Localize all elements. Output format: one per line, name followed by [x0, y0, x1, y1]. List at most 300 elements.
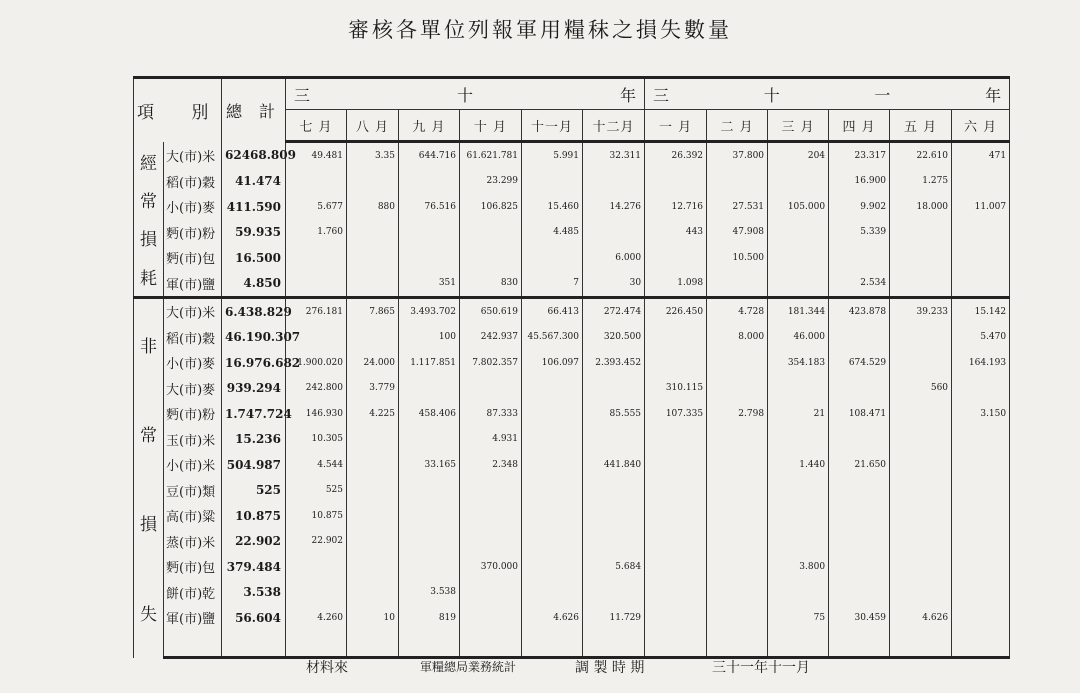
item-name: 軍(市)鹽	[164, 605, 222, 631]
item-total: 46.190.307	[222, 325, 286, 351]
month-value	[645, 631, 707, 658]
month-value: 26.392	[645, 142, 707, 169]
group-label	[134, 298, 164, 658]
month-value	[707, 169, 768, 195]
item-total: 1.747.724	[222, 401, 286, 427]
month-value: 5.339	[829, 220, 890, 246]
month-value	[347, 631, 399, 658]
month-value	[347, 478, 399, 504]
group-label-char: 損	[140, 230, 157, 251]
month-value: 1.275	[890, 169, 952, 195]
month-value: 4.626	[890, 605, 952, 631]
month-value: 23.317	[829, 142, 890, 169]
item-name: 稻(市)穀	[164, 169, 222, 195]
month-value	[890, 271, 952, 298]
month-value: 11.007	[952, 194, 1010, 220]
table-row	[134, 452, 1010, 478]
month-value	[829, 554, 890, 580]
month-value: 1.760	[286, 220, 347, 246]
month-value	[768, 220, 829, 246]
item-name: 大(市)麥	[164, 376, 222, 402]
month-value	[583, 580, 645, 606]
month-value	[952, 220, 1010, 246]
month-value: 106.825	[460, 194, 522, 220]
month-value	[522, 452, 583, 478]
month-value	[522, 376, 583, 402]
month-value	[768, 503, 829, 529]
item-name: 餅(市)乾	[164, 580, 222, 606]
month-value	[460, 478, 522, 504]
item-name: 蒸(市)米	[164, 529, 222, 555]
month-value	[952, 554, 1010, 580]
month-value	[890, 245, 952, 271]
month-value: 105.000	[768, 194, 829, 220]
month-value	[460, 376, 522, 402]
month-value	[768, 245, 829, 271]
item-name: 大(市)米	[164, 142, 222, 169]
table-row	[134, 478, 1010, 504]
month-value: 18.000	[890, 194, 952, 220]
month-value	[829, 478, 890, 504]
month-value	[645, 169, 707, 195]
month-value: 37.800	[707, 142, 768, 169]
date-value: 三十一年十一月	[712, 660, 810, 676]
month-value: 650.619	[460, 298, 522, 325]
month-value	[399, 503, 460, 529]
month-value: 7.865	[347, 298, 399, 325]
month-value: 39.233	[890, 298, 952, 325]
month-header: 十 月	[460, 110, 522, 142]
month-value: 2.798	[707, 401, 768, 427]
month-value: 1.098	[645, 271, 707, 298]
month-value	[890, 529, 952, 555]
group-label-char: 失	[140, 604, 157, 625]
table-row	[134, 529, 1010, 555]
table-body	[134, 142, 1010, 658]
header-year-31: 三 十 一 年	[645, 78, 1010, 110]
month-value	[890, 478, 952, 504]
month-value: 181.344	[768, 298, 829, 325]
item-name: 豆(市)類	[164, 478, 222, 504]
month-value	[952, 631, 1010, 658]
month-value	[286, 631, 347, 658]
month-value: 10.500	[707, 245, 768, 271]
month-value: 1.117.851	[399, 350, 460, 376]
item-name: 麪(市)粉	[164, 401, 222, 427]
month-value	[645, 245, 707, 271]
item-total: 16.500	[222, 245, 286, 271]
month-value: 106.097	[522, 350, 583, 376]
month-header: 十二月	[583, 110, 645, 142]
item-total: 3.538	[222, 580, 286, 606]
month-value: 351	[399, 271, 460, 298]
month-value: 47.908	[707, 220, 768, 246]
month-value: 33.165	[399, 452, 460, 478]
month-value: 30	[583, 271, 645, 298]
month-value: 272.474	[583, 298, 645, 325]
month-value: 2.393.452	[583, 350, 645, 376]
month-value: 7.802.357	[460, 350, 522, 376]
month-value	[522, 529, 583, 555]
month-value: 4.728	[707, 298, 768, 325]
month-value	[952, 580, 1010, 606]
month-value	[890, 503, 952, 529]
month-value: 66.413	[522, 298, 583, 325]
month-value	[707, 529, 768, 555]
month-value: 3.35	[347, 142, 399, 169]
month-value: 242.800	[286, 376, 347, 402]
table-row	[134, 631, 1010, 658]
month-value	[829, 427, 890, 453]
item-name: 小(市)麥	[164, 194, 222, 220]
month-value	[347, 580, 399, 606]
month-value	[707, 427, 768, 453]
item-total	[222, 631, 286, 658]
month-value: 320.500	[583, 325, 645, 351]
month-value	[707, 554, 768, 580]
month-header: 七 月	[286, 110, 347, 142]
month-header: 一 月	[645, 110, 707, 142]
month-value	[768, 478, 829, 504]
month-value	[522, 478, 583, 504]
month-value	[583, 631, 645, 658]
month-value	[645, 350, 707, 376]
item-total: 504.987	[222, 452, 286, 478]
month-value	[522, 631, 583, 658]
month-value: 3.150	[952, 401, 1010, 427]
table-row	[134, 350, 1010, 376]
month-value	[347, 503, 399, 529]
month-value	[347, 325, 399, 351]
item-name: 稻(市)穀	[164, 325, 222, 351]
month-value	[522, 554, 583, 580]
month-value	[286, 271, 347, 298]
table-row	[134, 325, 1010, 351]
table-row	[134, 427, 1010, 453]
date-label: 調 製 時 期	[575, 660, 645, 676]
month-value	[399, 427, 460, 453]
table-row	[134, 401, 1010, 427]
item-name: 麪(市)包	[164, 245, 222, 271]
item-name: 大(市)米	[164, 298, 222, 325]
item-name: 小(市)麥	[164, 350, 222, 376]
month-value	[768, 580, 829, 606]
month-value	[460, 503, 522, 529]
month-value	[645, 529, 707, 555]
month-value	[286, 245, 347, 271]
month-value	[399, 220, 460, 246]
month-value: 5.991	[522, 142, 583, 169]
month-value: 8.000	[707, 325, 768, 351]
item-name: 小(市)米	[164, 452, 222, 478]
item-total: 56.604	[222, 605, 286, 631]
month-value: 22.610	[890, 142, 952, 169]
month-value	[347, 169, 399, 195]
month-value: 2.348	[460, 452, 522, 478]
month-value	[768, 631, 829, 658]
month-value	[645, 554, 707, 580]
month-value: 100	[399, 325, 460, 351]
loss-table-container	[133, 76, 1009, 642]
table-row	[134, 503, 1010, 529]
table-row	[134, 298, 1010, 325]
month-value: 441.840	[583, 452, 645, 478]
month-value: 10	[347, 605, 399, 631]
table-row	[134, 605, 1010, 631]
month-value: 4.931	[460, 427, 522, 453]
month-value: 85.555	[583, 401, 645, 427]
month-value	[286, 554, 347, 580]
month-value: 1.900.020	[286, 350, 347, 376]
month-value: 3.538	[399, 580, 460, 606]
month-value: 6.000	[583, 245, 645, 271]
month-value: 7	[522, 271, 583, 298]
month-value: 10.875	[286, 503, 347, 529]
group-label	[134, 142, 164, 298]
month-header: 三 月	[768, 110, 829, 142]
month-value	[768, 169, 829, 195]
month-value	[583, 503, 645, 529]
month-header: 六 月	[952, 110, 1010, 142]
month-value	[829, 631, 890, 658]
month-value	[952, 478, 1010, 504]
month-value	[583, 220, 645, 246]
month-value: 15.460	[522, 194, 583, 220]
month-value	[583, 529, 645, 555]
month-value	[399, 631, 460, 658]
month-value	[952, 529, 1010, 555]
month-value	[399, 478, 460, 504]
month-value	[952, 605, 1010, 631]
month-value: 525	[286, 478, 347, 504]
month-value: 5.684	[583, 554, 645, 580]
month-value: 61.621.781	[460, 142, 522, 169]
month-value	[707, 271, 768, 298]
month-value: 87.333	[460, 401, 522, 427]
month-value	[347, 220, 399, 246]
month-value: 204	[768, 142, 829, 169]
table-row	[134, 580, 1010, 606]
month-value	[952, 427, 1010, 453]
item-total: 939.294	[222, 376, 286, 402]
month-value: 22.902	[286, 529, 347, 555]
item-total: 10.875	[222, 503, 286, 529]
month-value	[522, 580, 583, 606]
item-name: 玉(市)米	[164, 427, 222, 453]
month-value	[707, 503, 768, 529]
month-header: 二 月	[707, 110, 768, 142]
month-value	[522, 169, 583, 195]
month-value	[707, 478, 768, 504]
month-value: 880	[347, 194, 399, 220]
item-total: 15.236	[222, 427, 286, 453]
month-value: 3.779	[347, 376, 399, 402]
month-value	[645, 580, 707, 606]
item-name	[164, 631, 222, 658]
month-header: 十一月	[522, 110, 583, 142]
month-value	[347, 271, 399, 298]
header-year-30: 三 十 年	[286, 78, 645, 110]
month-header: 五 月	[890, 110, 952, 142]
month-value: 674.529	[829, 350, 890, 376]
month-value	[645, 325, 707, 351]
item-name: 高(市)粱	[164, 503, 222, 529]
month-value: 3.800	[768, 554, 829, 580]
month-value: 46.000	[768, 325, 829, 351]
loss-table	[133, 76, 1010, 659]
month-value: 23.299	[460, 169, 522, 195]
month-value: 423.878	[829, 298, 890, 325]
month-value: 5.470	[952, 325, 1010, 351]
month-value: 164.193	[952, 350, 1010, 376]
month-value	[645, 605, 707, 631]
month-value: 4.485	[522, 220, 583, 246]
group-label-char: 常	[140, 426, 157, 447]
table-row	[134, 142, 1010, 169]
month-value	[347, 245, 399, 271]
month-value	[829, 376, 890, 402]
month-value	[347, 452, 399, 478]
month-value	[829, 580, 890, 606]
month-value	[890, 580, 952, 606]
month-value	[890, 452, 952, 478]
month-value: 819	[399, 605, 460, 631]
month-value	[829, 503, 890, 529]
month-value	[890, 325, 952, 351]
month-value	[952, 452, 1010, 478]
month-value: 16.900	[829, 169, 890, 195]
month-value: 24.000	[347, 350, 399, 376]
month-value	[460, 529, 522, 555]
month-value	[460, 580, 522, 606]
month-value	[707, 350, 768, 376]
item-name: 麪(市)包	[164, 554, 222, 580]
month-value	[399, 245, 460, 271]
month-header: 九 月	[399, 110, 460, 142]
month-value	[707, 580, 768, 606]
month-value	[460, 631, 522, 658]
month-value	[583, 427, 645, 453]
group-label-char: 經	[140, 153, 157, 174]
month-value	[768, 529, 829, 555]
table-row	[134, 194, 1010, 220]
month-value: 276.181	[286, 298, 347, 325]
month-value: 14.276	[583, 194, 645, 220]
month-value: 2.534	[829, 271, 890, 298]
item-total: 6.438.829	[222, 298, 286, 325]
month-value	[347, 529, 399, 555]
month-value	[707, 452, 768, 478]
header-item: 項 別	[134, 78, 222, 142]
month-value: 76.516	[399, 194, 460, 220]
month-value	[890, 554, 952, 580]
group-label-char: 非	[140, 336, 157, 357]
month-value: 15.142	[952, 298, 1010, 325]
month-value	[768, 271, 829, 298]
item-name: 麪(市)粉	[164, 220, 222, 246]
month-value: 4.626	[522, 605, 583, 631]
month-value	[522, 503, 583, 529]
item-total: 62468.809	[222, 142, 286, 169]
month-value	[829, 245, 890, 271]
month-header: 四 月	[829, 110, 890, 142]
item-total: 4.850	[222, 271, 286, 298]
month-value	[829, 529, 890, 555]
month-value	[286, 169, 347, 195]
month-value: 49.481	[286, 142, 347, 169]
month-value	[583, 478, 645, 504]
month-value: 30.459	[829, 605, 890, 631]
month-value	[583, 376, 645, 402]
month-value: 9.902	[829, 194, 890, 220]
month-value: 45.567.300	[522, 325, 583, 351]
item-total: 59.935	[222, 220, 286, 246]
month-value	[952, 169, 1010, 195]
month-value	[522, 245, 583, 271]
month-value: 242.937	[460, 325, 522, 351]
month-value	[399, 554, 460, 580]
month-value: 10.305	[286, 427, 347, 453]
header-total: 總 計	[222, 78, 286, 142]
month-value	[890, 401, 952, 427]
item-total: 41.474	[222, 169, 286, 195]
month-value	[399, 376, 460, 402]
item-total: 16.976.682	[222, 350, 286, 376]
month-value	[952, 503, 1010, 529]
table-row	[134, 271, 1010, 298]
month-value: 5.677	[286, 194, 347, 220]
month-value	[522, 401, 583, 427]
table-row	[134, 220, 1010, 246]
table-row	[134, 245, 1010, 271]
month-value	[952, 376, 1010, 402]
month-value: 21	[768, 401, 829, 427]
month-value: 458.406	[399, 401, 460, 427]
source-label: 材料來	[306, 660, 348, 676]
month-value	[645, 503, 707, 529]
month-value: 226.450	[645, 298, 707, 325]
month-value	[707, 605, 768, 631]
month-value	[399, 529, 460, 555]
group-label-char: 損	[140, 515, 157, 536]
month-value: 75	[768, 605, 829, 631]
month-value: 370.000	[460, 554, 522, 580]
month-value	[286, 580, 347, 606]
month-value: 644.716	[399, 142, 460, 169]
month-value: 354.183	[768, 350, 829, 376]
month-value	[645, 427, 707, 453]
group-label-char: 耗	[140, 268, 157, 289]
month-value: 146.930	[286, 401, 347, 427]
item-total: 411.590	[222, 194, 286, 220]
item-total: 379.484	[222, 554, 286, 580]
month-value	[890, 220, 952, 246]
month-value	[890, 631, 952, 658]
month-value	[460, 605, 522, 631]
month-value	[347, 427, 399, 453]
month-value: 471	[952, 142, 1010, 169]
item-name: 軍(市)鹽	[164, 271, 222, 298]
month-value: 1.440	[768, 452, 829, 478]
table-row	[134, 169, 1010, 195]
month-value	[768, 427, 829, 453]
month-value: 21.650	[829, 452, 890, 478]
month-value	[829, 325, 890, 351]
table-row	[134, 376, 1010, 402]
month-value: 830	[460, 271, 522, 298]
month-value	[583, 169, 645, 195]
month-value: 11.729	[583, 605, 645, 631]
